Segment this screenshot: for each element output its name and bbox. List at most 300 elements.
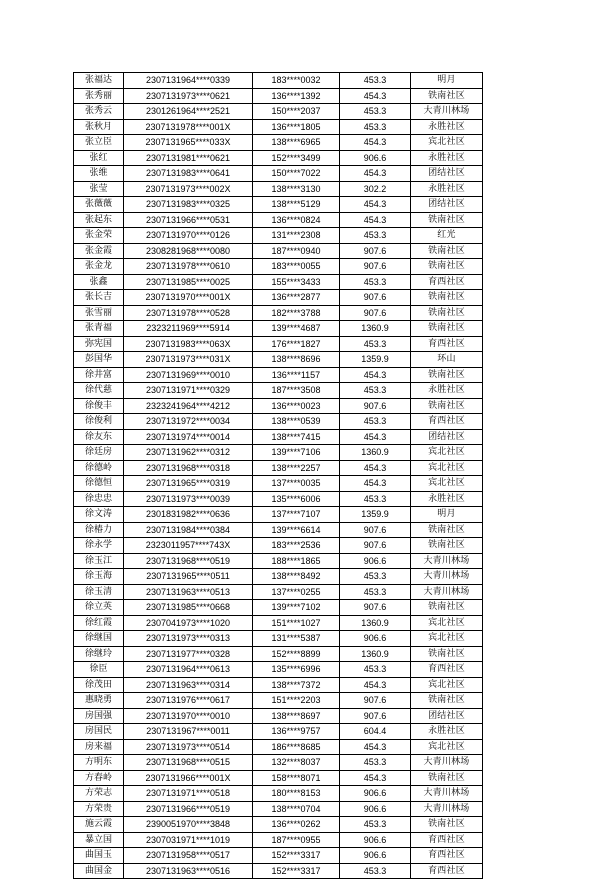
cell-phone: 155****3433	[253, 274, 340, 290]
table-row	[74, 243, 483, 259]
cell-amount: 302.2	[340, 181, 411, 197]
cell-community: 铁南社区	[411, 538, 483, 554]
cell-name: 惠晓勇	[74, 693, 124, 709]
cell-community: 育西社区	[411, 414, 483, 430]
cell-community: 团结社区	[411, 197, 483, 213]
cell-amount: 454.3	[340, 197, 411, 213]
cell-id-number: 2307031971****1019	[124, 832, 253, 848]
cell-amount: 454.3	[340, 677, 411, 693]
cell-phone: 136****1392	[253, 88, 340, 104]
cell-amount: 453.3	[340, 73, 411, 89]
table-row	[74, 631, 483, 647]
cell-community: 大青川林场	[411, 786, 483, 802]
table-row	[74, 569, 483, 585]
cell-amount: 453.3	[340, 584, 411, 600]
cell-community: 宾北社区	[411, 615, 483, 631]
cell-phone: 136****1157	[253, 367, 340, 383]
cell-phone: 152****3499	[253, 150, 340, 166]
cell-phone: 152****3317	[253, 863, 340, 879]
table-row	[74, 135, 483, 151]
cell-name: 张立臣	[74, 135, 124, 151]
cell-id-number: 2307131973****0621	[124, 88, 253, 104]
cell-amount: 907.6	[340, 708, 411, 724]
cell-phone: 132****8037	[253, 755, 340, 771]
table-row	[74, 584, 483, 600]
cell-phone: 136****9757	[253, 724, 340, 740]
cell-name: 徐友东	[74, 429, 124, 445]
cell-id-number: 2307131958****0517	[124, 848, 253, 864]
cell-phone: 188****1865	[253, 553, 340, 569]
cell-phone: 182****3788	[253, 305, 340, 321]
cell-id-number: 2301831982****0636	[124, 507, 253, 523]
cell-name: 张金霞	[74, 243, 124, 259]
cell-name: 弥宪国	[74, 336, 124, 352]
cell-id-number: 2307131962****0312	[124, 445, 253, 461]
cell-id-number: 2307131968****0519	[124, 553, 253, 569]
table-row	[74, 212, 483, 228]
table-row	[74, 73, 483, 89]
cell-phone: 138****7415	[253, 429, 340, 445]
cell-amount: 454.3	[340, 739, 411, 755]
cell-name: 方荣志	[74, 786, 124, 802]
cell-phone: 138****8697	[253, 708, 340, 724]
table-row	[74, 429, 483, 445]
cell-name: 徐红霞	[74, 615, 124, 631]
cell-phone: 187****3508	[253, 383, 340, 399]
cell-community: 永胜社区	[411, 724, 483, 740]
cell-phone: 138****3130	[253, 181, 340, 197]
table-row	[74, 693, 483, 709]
cell-amount: 906.6	[340, 553, 411, 569]
cell-community: 宾北社区	[411, 135, 483, 151]
cell-id-number: 2307131967****0011	[124, 724, 253, 740]
cell-phone: 138****2257	[253, 460, 340, 476]
cell-amount: 907.6	[340, 398, 411, 414]
table-row	[74, 662, 483, 678]
cell-id-number: 2307131974****0014	[124, 429, 253, 445]
cell-amount: 453.3	[340, 383, 411, 399]
cell-name: 徐继玲	[74, 646, 124, 662]
cell-community: 铁南社区	[411, 522, 483, 538]
table-row	[74, 522, 483, 538]
cell-community: 铁南社区	[411, 600, 483, 616]
cell-amount: 454.3	[340, 88, 411, 104]
cell-phone: 180****8153	[253, 786, 340, 802]
cell-id-number: 2301261964****2521	[124, 104, 253, 120]
cell-amount: 906.6	[340, 150, 411, 166]
table-row	[74, 755, 483, 771]
cell-amount: 1360.9	[340, 445, 411, 461]
cell-phone: 158****8071	[253, 770, 340, 786]
cell-community: 铁南社区	[411, 770, 483, 786]
cell-phone: 136****0262	[253, 817, 340, 833]
cell-id-number: 2307131970****001X	[124, 290, 253, 306]
cell-name: 徐立英	[74, 600, 124, 616]
cell-name: 张福达	[74, 73, 124, 89]
cell-name: 徐茂田	[74, 677, 124, 693]
cell-community: 明月	[411, 73, 483, 89]
table-row	[74, 538, 483, 554]
cell-name: 徐俊丰	[74, 398, 124, 414]
cell-community: 铁南社区	[411, 305, 483, 321]
cell-amount: 453.3	[340, 662, 411, 678]
cell-community: 宾北社区	[411, 460, 483, 476]
table-row	[74, 88, 483, 104]
cell-amount: 907.6	[340, 259, 411, 275]
table-row	[74, 336, 483, 352]
cell-name: 方春岭	[74, 770, 124, 786]
cell-id-number: 2307131973****0039	[124, 491, 253, 507]
table-row	[74, 848, 483, 864]
cell-id-number: 2323211969****5914	[124, 321, 253, 337]
cell-id-number: 2307131966****0531	[124, 212, 253, 228]
cell-id-number: 2308281968****0080	[124, 243, 253, 259]
cell-community: 永胜社区	[411, 383, 483, 399]
cell-phone: 138****0704	[253, 801, 340, 817]
cell-amount: 1360.9	[340, 615, 411, 631]
cell-phone: 138****8696	[253, 352, 340, 368]
cell-phone: 151****2203	[253, 693, 340, 709]
cell-phone: 187****0955	[253, 832, 340, 848]
cell-phone: 186****8685	[253, 739, 340, 755]
cell-community: 育西社区	[411, 274, 483, 290]
cell-name: 张雪丽	[74, 305, 124, 321]
cell-name: 徐继国	[74, 631, 124, 647]
cell-phone: 139****7102	[253, 600, 340, 616]
table-row	[74, 352, 483, 368]
cell-id-number: 2307131978****001X	[124, 119, 253, 135]
cell-id-number: 2307131969****0010	[124, 367, 253, 383]
cell-id-number: 2307131983****063X	[124, 336, 253, 352]
cell-amount: 907.6	[340, 693, 411, 709]
cell-community: 团结社区	[411, 166, 483, 182]
cell-name: 张起东	[74, 212, 124, 228]
table-row	[74, 445, 483, 461]
cell-community: 大青川林场	[411, 569, 483, 585]
cell-name: 徐臣	[74, 662, 124, 678]
cell-phone: 136****0824	[253, 212, 340, 228]
cell-id-number: 2307131963****0314	[124, 677, 253, 693]
table-row	[74, 817, 483, 833]
cell-id-number: 2307131973****0313	[124, 631, 253, 647]
table-row	[74, 491, 483, 507]
cell-amount: 906.6	[340, 848, 411, 864]
cell-amount: 454.3	[340, 212, 411, 228]
cell-amount: 907.6	[340, 538, 411, 554]
cell-name: 张金荣	[74, 228, 124, 244]
table-row	[74, 383, 483, 399]
cell-amount: 907.6	[340, 600, 411, 616]
cell-amount: 453.3	[340, 863, 411, 879]
cell-phone: 150****2037	[253, 104, 340, 120]
cell-amount: 1359.9	[340, 507, 411, 523]
cell-phone: 139****6614	[253, 522, 340, 538]
cell-id-number: 2307131978****0528	[124, 305, 253, 321]
cell-name: 徐代慈	[74, 383, 124, 399]
cell-phone: 138****7372	[253, 677, 340, 693]
cell-community: 团结社区	[411, 429, 483, 445]
cell-name: 张长吉	[74, 290, 124, 306]
cell-name: 张莹	[74, 181, 124, 197]
cell-id-number: 2307131981****0621	[124, 150, 253, 166]
cell-id-number: 2307131965****033X	[124, 135, 253, 151]
cell-amount: 453.3	[340, 414, 411, 430]
table-row	[74, 677, 483, 693]
cell-name: 张维	[74, 166, 124, 182]
cell-community: 大青川林场	[411, 755, 483, 771]
cell-name: 徐德岭	[74, 460, 124, 476]
cell-id-number: 2307131977****0328	[124, 646, 253, 662]
cell-name: 房国民	[74, 724, 124, 740]
cell-amount: 906.6	[340, 786, 411, 802]
cell-community: 宾北社区	[411, 677, 483, 693]
cell-community: 铁南社区	[411, 243, 483, 259]
cell-phone: 176****1827	[253, 336, 340, 352]
cell-amount: 907.6	[340, 522, 411, 538]
cell-community: 铁南社区	[411, 367, 483, 383]
table-row	[74, 476, 483, 492]
cell-community: 永胜社区	[411, 150, 483, 166]
cell-phone: 135****6996	[253, 662, 340, 678]
cell-phone: 152****8899	[253, 646, 340, 662]
table-row	[74, 460, 483, 476]
cell-id-number: 2307131963****0516	[124, 863, 253, 879]
cell-community: 铁南社区	[411, 259, 483, 275]
table-row	[74, 646, 483, 662]
cell-community: 明月	[411, 507, 483, 523]
cell-community: 宾北社区	[411, 476, 483, 492]
cell-name: 徐德恒	[74, 476, 124, 492]
cell-name: 徐椿力	[74, 522, 124, 538]
cell-amount: 1360.9	[340, 646, 411, 662]
cell-name: 张鑫	[74, 274, 124, 290]
cell-id-number: 2323011957****743X	[124, 538, 253, 554]
table-row	[74, 507, 483, 523]
cell-amount: 454.3	[340, 429, 411, 445]
cell-name: 徐井富	[74, 367, 124, 383]
cell-id-number: 2307131973****031X	[124, 352, 253, 368]
cell-name: 张秀丽	[74, 88, 124, 104]
cell-phone: 136****1805	[253, 119, 340, 135]
cell-phone: 137****0035	[253, 476, 340, 492]
table-row	[74, 166, 483, 182]
cell-community: 铁南社区	[411, 693, 483, 709]
cell-name: 徐玉海	[74, 569, 124, 585]
cell-phone: 138****8492	[253, 569, 340, 585]
cell-amount: 604.4	[340, 724, 411, 740]
cell-id-number: 2307131964****0613	[124, 662, 253, 678]
cell-amount: 453.3	[340, 569, 411, 585]
cell-amount: 454.3	[340, 770, 411, 786]
cell-phone: 150****7022	[253, 166, 340, 182]
cell-id-number: 2307131965****0319	[124, 476, 253, 492]
cell-phone: 136****0023	[253, 398, 340, 414]
table-row	[74, 801, 483, 817]
table-row	[74, 228, 483, 244]
cell-amount: 453.3	[340, 817, 411, 833]
cell-community: 铁南社区	[411, 212, 483, 228]
cell-id-number: 2307131963****0513	[124, 584, 253, 600]
cell-community: 铁南社区	[411, 817, 483, 833]
cell-name: 张金龙	[74, 259, 124, 275]
recipient-table-body	[74, 73, 483, 879]
cell-amount: 454.3	[340, 166, 411, 182]
cell-amount: 906.6	[340, 801, 411, 817]
cell-phone: 138****5129	[253, 197, 340, 213]
table-row	[74, 863, 483, 879]
cell-amount: 907.6	[340, 243, 411, 259]
table-row	[74, 259, 483, 275]
cell-community: 铁南社区	[411, 290, 483, 306]
table-row	[74, 274, 483, 290]
cell-id-number: 2307131964****0339	[124, 73, 253, 89]
cell-phone: 131****5387	[253, 631, 340, 647]
cell-id-number: 2307131972****0034	[124, 414, 253, 430]
cell-name: 徐忠忠	[74, 491, 124, 507]
cell-phone: 152****3317	[253, 848, 340, 864]
cell-id-number: 2307131984****0384	[124, 522, 253, 538]
cell-id-number: 2307131973****002X	[124, 181, 253, 197]
cell-phone: 183****0032	[253, 73, 340, 89]
table-row	[74, 786, 483, 802]
recipient-table	[73, 72, 483, 879]
cell-name: 张秋月	[74, 119, 124, 135]
cell-id-number: 2307131968****0318	[124, 460, 253, 476]
cell-community: 育西社区	[411, 848, 483, 864]
cell-amount: 907.6	[340, 305, 411, 321]
cell-phone: 187****0940	[253, 243, 340, 259]
table-row	[74, 770, 483, 786]
cell-name: 徐玉清	[74, 584, 124, 600]
cell-amount: 906.6	[340, 832, 411, 848]
cell-id-number: 2307131970****0010	[124, 708, 253, 724]
table-row	[74, 398, 483, 414]
cell-community: 永胜社区	[411, 119, 483, 135]
cell-community: 团结社区	[411, 708, 483, 724]
cell-name: 张红	[74, 150, 124, 166]
cell-name: 曲国金	[74, 863, 124, 879]
cell-id-number: 2307131973****0514	[124, 739, 253, 755]
table-row	[74, 414, 483, 430]
cell-name: 暴立国	[74, 832, 124, 848]
cell-id-number: 2307131983****0641	[124, 166, 253, 182]
cell-id-number: 2307131971****0518	[124, 786, 253, 802]
cell-name: 徐廷房	[74, 445, 124, 461]
cell-name: 施云霞	[74, 817, 124, 833]
cell-community: 大青川林场	[411, 104, 483, 120]
cell-community: 铁南社区	[411, 646, 483, 662]
cell-community: 宾北社区	[411, 631, 483, 647]
cell-amount: 1359.9	[340, 352, 411, 368]
table-row	[74, 600, 483, 616]
cell-name: 张秀云	[74, 104, 124, 120]
cell-community: 育西社区	[411, 832, 483, 848]
cell-name: 张薇薇	[74, 197, 124, 213]
table-row	[74, 290, 483, 306]
cell-name: 徐永学	[74, 538, 124, 554]
table-row	[74, 197, 483, 213]
cell-community: 红光	[411, 228, 483, 244]
cell-phone: 183****0055	[253, 259, 340, 275]
cell-id-number: 2307131976****0617	[124, 693, 253, 709]
table-row	[74, 104, 483, 120]
cell-id-number: 2307131985****0668	[124, 600, 253, 616]
cell-id-number: 2307131970****0126	[124, 228, 253, 244]
cell-amount: 453.3	[340, 119, 411, 135]
cell-name: 方荣贵	[74, 801, 124, 817]
cell-community: 铁南社区	[411, 321, 483, 337]
cell-community: 大青川林场	[411, 801, 483, 817]
cell-community: 大青川林场	[411, 553, 483, 569]
cell-phone: 135****6006	[253, 491, 340, 507]
cell-amount: 453.3	[340, 228, 411, 244]
table-row	[74, 321, 483, 337]
cell-community: 永胜社区	[411, 181, 483, 197]
cell-community: 永胜社区	[411, 491, 483, 507]
cell-community: 育西社区	[411, 336, 483, 352]
cell-amount: 454.3	[340, 135, 411, 151]
cell-amount: 906.6	[340, 631, 411, 647]
cell-id-number: 2323241964****4212	[124, 398, 253, 414]
table-row	[74, 150, 483, 166]
table-row	[74, 832, 483, 848]
cell-phone: 139****4687	[253, 321, 340, 337]
cell-amount: 453.3	[340, 491, 411, 507]
cell-phone: 138****6965	[253, 135, 340, 151]
cell-name: 徐玉江	[74, 553, 124, 569]
cell-phone: 151****1027	[253, 615, 340, 631]
table-row	[74, 553, 483, 569]
cell-name: 张青福	[74, 321, 124, 337]
cell-id-number: 2307131983****0325	[124, 197, 253, 213]
cell-phone: 139****7106	[253, 445, 340, 461]
table-row	[74, 615, 483, 631]
cell-community: 大青川林场	[411, 584, 483, 600]
cell-name: 徐文涛	[74, 507, 124, 523]
cell-amount: 453.3	[340, 104, 411, 120]
table-row	[74, 305, 483, 321]
table-row	[74, 724, 483, 740]
cell-name: 彭国华	[74, 352, 124, 368]
cell-id-number: 2307131985****0025	[124, 274, 253, 290]
cell-id-number: 2307131978****0610	[124, 259, 253, 275]
cell-name: 方明东	[74, 755, 124, 771]
table-row	[74, 708, 483, 724]
cell-name: 曲国玉	[74, 848, 124, 864]
cell-phone: 136****2877	[253, 290, 340, 306]
cell-phone: 138****0539	[253, 414, 340, 430]
cell-amount: 907.6	[340, 290, 411, 306]
table-row	[74, 181, 483, 197]
cell-amount: 1360.9	[340, 321, 411, 337]
table-row	[74, 367, 483, 383]
cell-id-number: 2307131971****0329	[124, 383, 253, 399]
cell-community: 育西社区	[411, 662, 483, 678]
cell-phone: 131****2308	[253, 228, 340, 244]
cell-phone: 137****7107	[253, 507, 340, 523]
cell-amount: 454.3	[340, 476, 411, 492]
cell-id-number: 2307041973****1020	[124, 615, 253, 631]
cell-id-number: 2307131968****0515	[124, 755, 253, 771]
cell-name: 房国强	[74, 708, 124, 724]
cell-id-number: 2307131966****0519	[124, 801, 253, 817]
cell-community: 环山	[411, 352, 483, 368]
cell-community: 宾北社区	[411, 445, 483, 461]
table-row	[74, 739, 483, 755]
cell-name: 房来福	[74, 739, 124, 755]
cell-id-number: 2390051970****3848	[124, 817, 253, 833]
cell-phone: 183****2536	[253, 538, 340, 554]
